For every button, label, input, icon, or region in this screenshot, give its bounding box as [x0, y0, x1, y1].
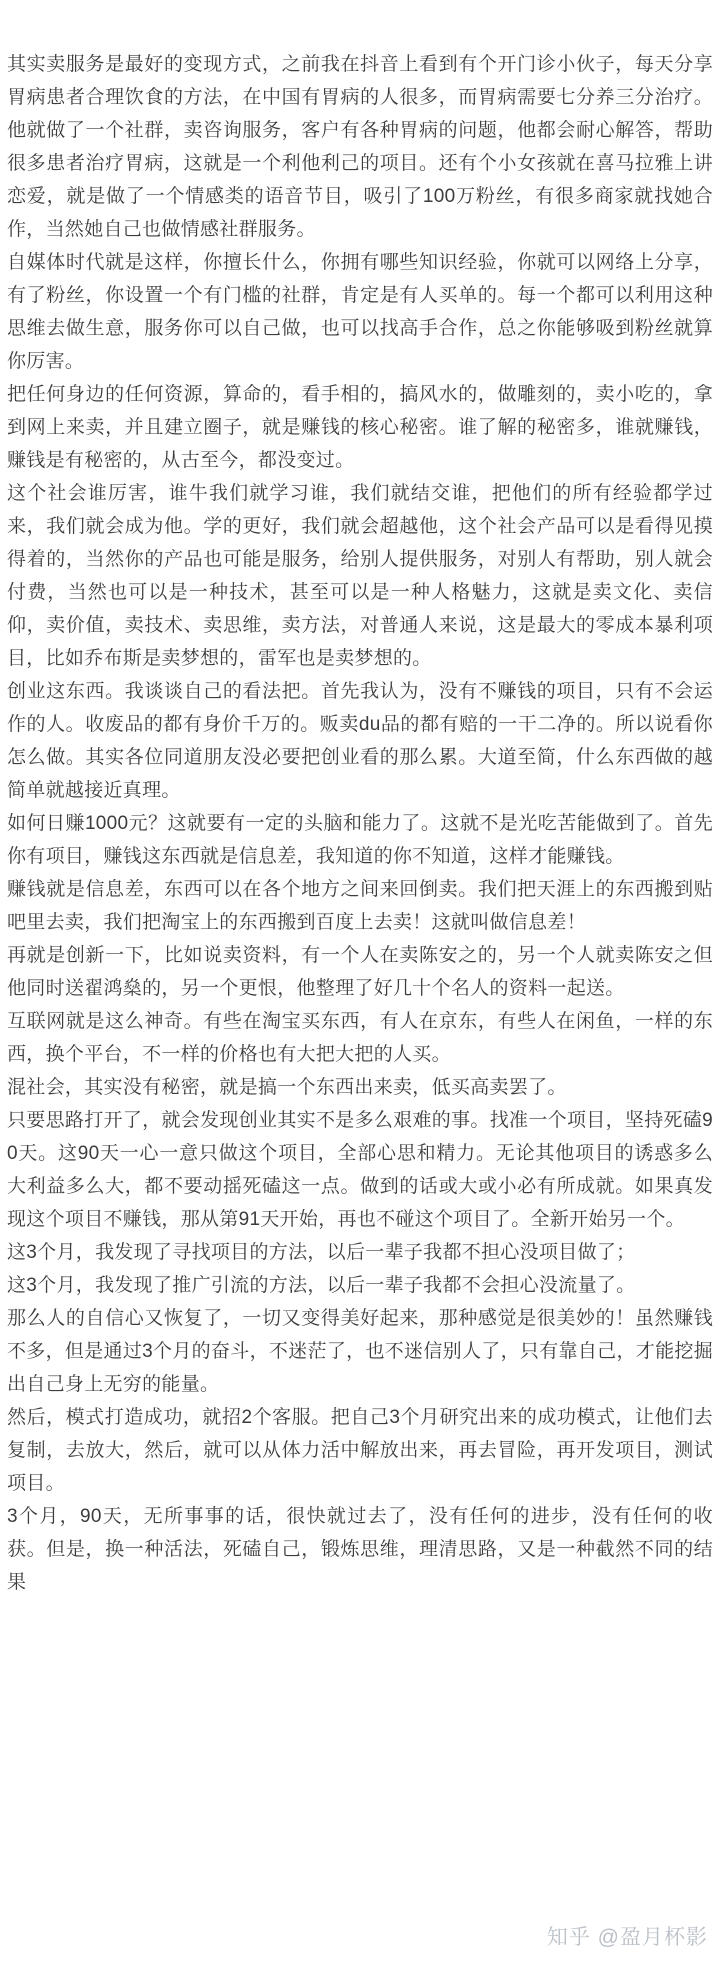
paragraph-startup-opinion: 创业这东西。我谈谈自己的看法把。首先我认为，没有不赚钱的项目，只有不会运作的人。收废品的都有身价千万的。贩卖du品的都有赔的一干二净的。所以说看你怎么做。其实各位同道朋友没必要把创业看的那么累。大道至简，什么东西做的越简单就越接近真理。	[7, 681, 713, 801]
paragraph-different-result: 3个月，90天，无所事事的话，很快就过去了，没有任何的进步，没有任何的收获。但是，换一种活法，死磕自己，锻炼思维，理清思路，又是一种截然不同的结果	[7, 1506, 713, 1593]
paragraph-learn-from-winners: 这个社会谁厉害，谁牛我们就学习谁，我们就结交谁，把他们的所有经验都学过来，我们就会成为他。学的更好，我们就会超越他，这个社会产品可以是看得见摸得着的，当然你的产品也可能是服务，给别人提供服务，对别人有帮助，别人就会付费，当然也可以是一种技术，甚至可以是一种人格魅力，这就是卖文化、卖信仰，卖价值，卖技术、卖思维，卖方法，对普通人来说，这是最大的零成本暴利项目，比如乔布斯是卖梦想的，雷军也是卖梦想的。	[7, 483, 713, 669]
paragraph-info-gap: 赚钱就是信息差，东西可以在各个地方之间来回倒卖。我们把天涯上的东西搬到贴吧里去卖，我们把淘宝上的东西搬到百度上去卖！这就叫做信息差！	[7, 879, 713, 933]
paragraph-resources-online: 把任何身边的任何资源，算命的，看手相的，搞风水的，做雕刻的，卖小吃的，拿到网上来卖，并且建立圈子，就是赚钱的核心秘密。谁了解的秘密多，谁就赚钱，赚钱是有秘密的，从古至今，都没变过。	[7, 384, 713, 471]
paragraph-internet-magic: 互联网就是这么神奇。有些在淘宝买东西，有人在京东，有些人在闲鱼，一样的东西，换个平台，不一样的价格也有大把大把的人买。	[7, 1011, 713, 1065]
paragraph-find-projects: 这3个月，我发现了寻找项目的方法，以后一辈子我都不担心没项目做了；	[7, 1242, 636, 1263]
zhihu-watermark: 知乎 @盈月杯影	[546, 1926, 708, 1949]
paragraph-self-media-era: 自媒体时代就是这样，你擅长什么，你拥有哪些知识经验，你就可以网络上分享，有了粉丝，你设置一个有门槛的社群，肯定是有人买单的。每一个都可以利用这种思维去做生意，服务你可以自己做，也可以找高手合作，总之你能够吸到粉丝就算你厉害。	[7, 252, 713, 372]
paragraph-sell-services: 其实卖服务是最好的变现方式，之前我在抖音上看到有个开门诊小伙子，每天分享胃病患者合理饮食的方法，在中国有胃病的人很多，而胃病需要七分养三分治疗。他就做了一个社群，卖咨询服务，客户有各种胃病的问题，他都会耐心解答，帮助很多患者治疗胃病，这就是一个利他利己的项目。还有个小女孩就在喜马拉雅上讲恋爱，就是做了一个情感类的语音节目，吸引了100万粉丝，有很多商家就找她合作，当然她自己也做情感社群服务。	[7, 54, 713, 240]
paragraph-90-days-grind: 只要思路打开了，就会发现创业其实不是多么艰难的事。找准一个项目，坚持死磕90天。这90天一心一意只做这个项目，全部心思和精力。无论其他项目的诱惑多么大利益多么大，都不要动摇死磕这一点。做到的话或大或小必有所成就。如果真发现这个项目不赚钱，那从第91天开始，再也不碰这个项目了。全新开始另一个。	[7, 1110, 713, 1230]
paragraph-confidence-restored: 那么人的自信心又恢复了，一切又变得美好起来，那种感觉是很美妙的！虽然赚钱不多，但是通过3个月的奋斗，不迷茫了，也不迷信别人了，只有靠自己，才能挖掘出自己身上无穷的能量。	[7, 1308, 713, 1395]
paragraph-buy-low-sell-high: 混社会，其实没有秘密，就是搞一个东西出来卖，低买高卖罢了。	[7, 1077, 567, 1098]
paragraph-daily-1000: 如何日赚1000元？这就要有一定的头脑和能力了。这就不是光吃苦能做到了。首先你有项目，赚钱这东西就是信息差，我知道的你不知道，这样才能赚钱。	[7, 813, 713, 867]
paragraph-hire-support: 然后，模式打造成功，就招2个客服。把自己3个月研究出来的成功模式，让他们去复制，去放大，然后，就可以从体力活中解放出来，再去冒险，再开发项目，测试项目。	[7, 1407, 713, 1494]
paragraph-traffic-method: 这3个月，我发现了推广引流的方法，以后一辈子我都不会担心没流量了。	[7, 1275, 636, 1296]
paragraph-innovation: 再就是创新一下，比如说卖资料，有一个人在卖陈安之的，另一个人就卖陈安之但他同时送翟鸿燊的，另一个更恨，他整理了好几十个名人的资料一起送。	[7, 945, 713, 999]
